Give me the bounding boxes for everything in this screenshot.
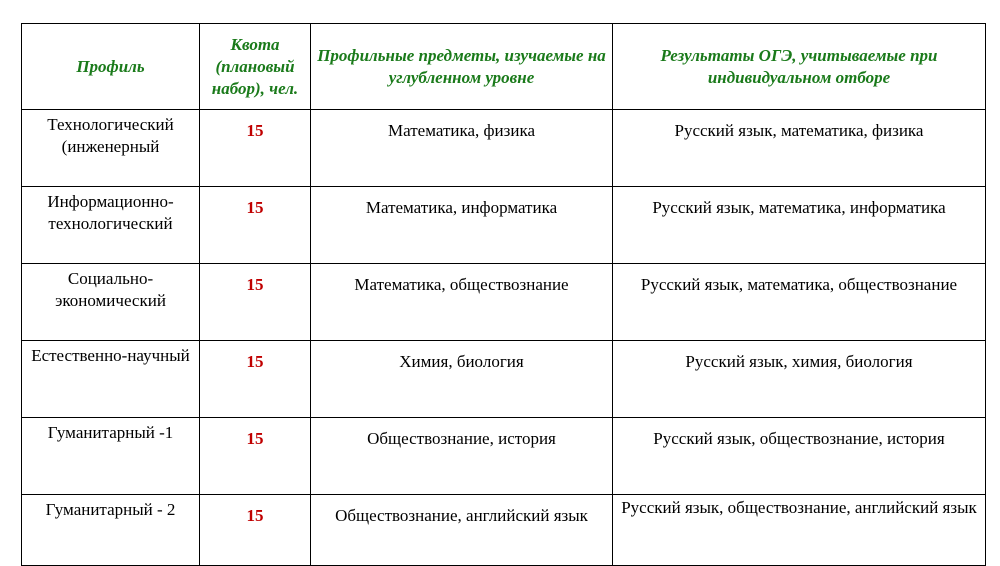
table-row [22,264,986,341]
subjects-cell: Математика, обществознание [311,264,613,341]
table-row [22,187,986,264]
header-subjects: Профильные предметы, изучаемые на углубленном уровне [311,24,613,110]
quota-cell: 15 [200,418,311,495]
quota-cell: 15 [200,110,311,187]
results-cell: Русский язык, математика, физика [613,110,986,187]
quota-cell: 15 [200,341,311,418]
quota-cell: 15 [200,187,311,264]
results-cell: Русский язык, математика, обществознание [613,264,986,341]
quota-cell: 15 [200,495,311,566]
results-cell: Русский язык, обществознание, английский язык [613,495,986,566]
table-row [22,495,986,566]
table-row [22,110,986,187]
quota-cell: 15 [200,264,311,341]
profile-cell: Информационно-технологический [22,187,200,264]
subjects-cell: Математика, физика [311,110,613,187]
subjects-cell: Обществознание, история [311,418,613,495]
results-cell: Русский язык, обществознание, история [613,418,986,495]
header-quota: Квота (плановый набор), чел. [200,24,311,110]
profile-cell: Социально-экономический [22,264,200,341]
profile-cell: Гуманитарный - 2 [22,495,200,566]
profile-cell: Естественно-научный [22,341,200,418]
subjects-cell: Математика, информатика [311,187,613,264]
header-profile: Профиль [22,24,200,110]
subjects-cell: Обществознание, английский язык [311,495,613,566]
table-row [22,341,986,418]
results-cell: Русский язык, химия, биология [613,341,986,418]
profile-cell: Гуманитарный -1 [22,418,200,495]
profile-cell: Технологический (инженерный [22,110,200,187]
profiles-table [21,23,986,566]
table-row [22,418,986,495]
results-cell: Русский язык, математика, информатика [613,187,986,264]
header-results: Результаты ОГЭ, учитываемые при индивидуальном отборе [613,24,986,110]
subjects-cell: Химия, биология [311,341,613,418]
header-row [22,24,986,110]
